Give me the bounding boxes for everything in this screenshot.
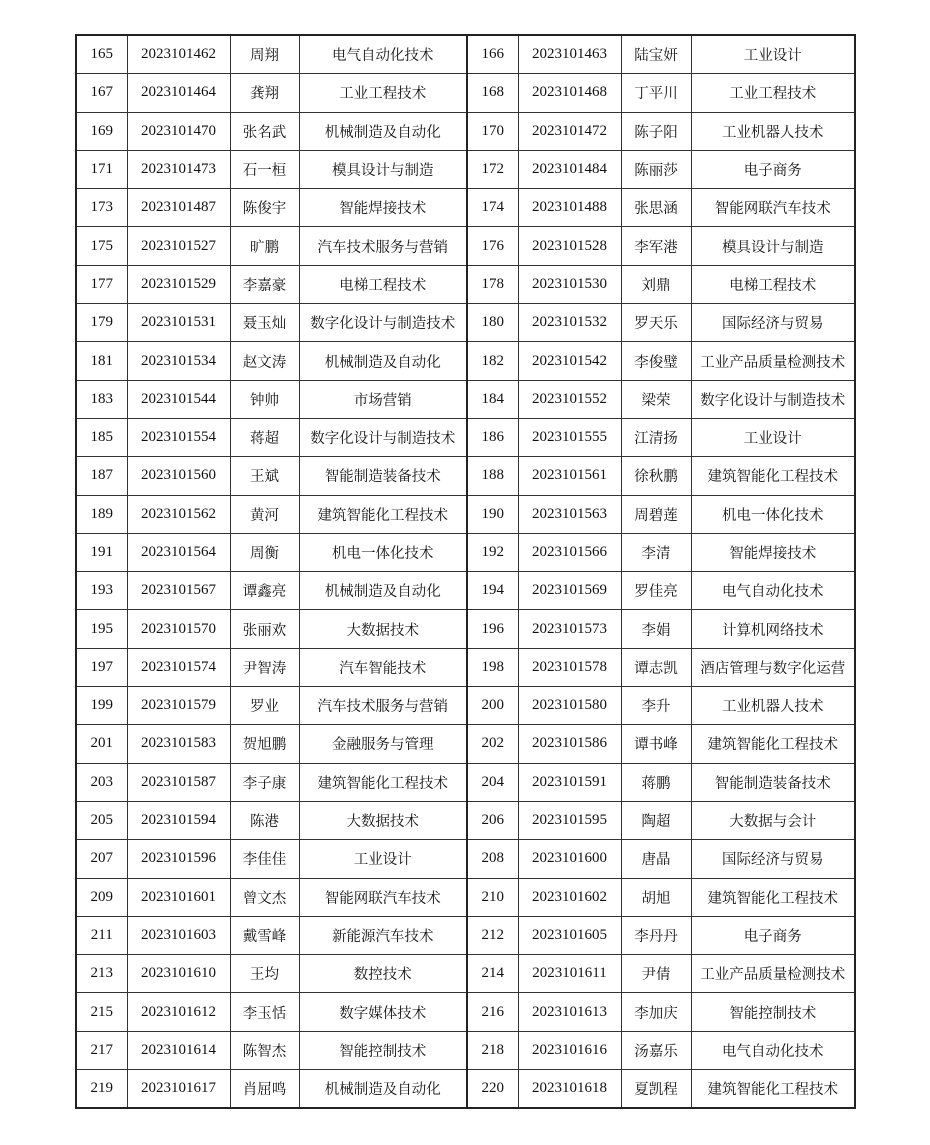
table-row <box>76 112 855 150</box>
student-name: 曾文杰 <box>230 878 299 916</box>
major-name: 机械制造及自动化 <box>299 1070 467 1109</box>
major-name: 新能源汽车技术 <box>299 916 467 954</box>
seq-number: 204 <box>467 763 518 801</box>
seq-number: 169 <box>76 112 127 150</box>
seq-number: 176 <box>467 227 518 265</box>
student-name: 李俊璧 <box>621 342 691 380</box>
major-name: 工业产品质量检测技术 <box>691 955 855 993</box>
table-row <box>76 725 855 763</box>
student-id: 2023101573 <box>518 610 621 648</box>
table-row <box>76 227 855 265</box>
seq-number: 215 <box>76 993 127 1031</box>
seq-number: 196 <box>467 610 518 648</box>
student-id: 2023101555 <box>518 418 621 456</box>
table-row <box>76 533 855 571</box>
major-name: 数控技术 <box>299 955 467 993</box>
student-id: 2023101564 <box>127 533 230 571</box>
major-name: 机电一体化技术 <box>299 533 467 571</box>
seq-number: 190 <box>467 495 518 533</box>
student-id: 2023101563 <box>518 495 621 533</box>
student-id: 2023101610 <box>127 955 230 993</box>
student-name: 聂玉灿 <box>230 304 299 342</box>
seq-number: 173 <box>76 189 127 227</box>
table-row <box>76 878 855 916</box>
seq-number: 180 <box>467 304 518 342</box>
student-name: 周衡 <box>230 533 299 571</box>
student-id: 2023101614 <box>127 1031 230 1069</box>
major-name: 酒店管理与数字化运营 <box>691 648 855 686</box>
major-name: 工业机器人技术 <box>691 112 855 150</box>
table-row <box>76 916 855 954</box>
student-name: 夏凯程 <box>621 1070 691 1109</box>
major-name: 数字化设计与制造技术 <box>691 380 855 418</box>
major-name: 电气自动化技术 <box>691 572 855 610</box>
major-name: 建筑智能化工程技术 <box>691 457 855 495</box>
student-roster-table <box>75 34 856 1109</box>
table-row <box>76 801 855 839</box>
major-name: 数字化设计与制造技术 <box>299 304 467 342</box>
seq-number: 206 <box>467 801 518 839</box>
table-row <box>76 189 855 227</box>
table-row <box>76 35 855 74</box>
seq-number: 214 <box>467 955 518 993</box>
student-id: 2023101602 <box>518 878 621 916</box>
table-row <box>76 418 855 456</box>
major-name: 工业产品质量检测技术 <box>691 342 855 380</box>
seq-number: 165 <box>76 35 127 74</box>
student-name: 李玉恬 <box>230 993 299 1031</box>
seq-number: 199 <box>76 687 127 725</box>
student-name: 王斌 <box>230 457 299 495</box>
student-id: 2023101605 <box>518 916 621 954</box>
student-id: 2023101587 <box>127 763 230 801</box>
major-name: 工业机器人技术 <box>691 687 855 725</box>
student-id: 2023101484 <box>518 150 621 188</box>
table-row <box>76 572 855 610</box>
student-id: 2023101470 <box>127 112 230 150</box>
student-name: 罗天乐 <box>621 304 691 342</box>
seq-number: 200 <box>467 687 518 725</box>
table-row <box>76 457 855 495</box>
student-name: 尹倩 <box>621 955 691 993</box>
seq-number: 209 <box>76 878 127 916</box>
student-name: 谭志凯 <box>621 648 691 686</box>
student-id: 2023101611 <box>518 955 621 993</box>
student-id: 2023101613 <box>518 993 621 1031</box>
student-name: 李子康 <box>230 763 299 801</box>
seq-number: 195 <box>76 610 127 648</box>
student-name: 陈丽莎 <box>621 150 691 188</box>
major-name: 计算机网络技术 <box>691 610 855 648</box>
seq-number: 175 <box>76 227 127 265</box>
major-name: 智能控制技术 <box>691 993 855 1031</box>
student-name: 赵文涛 <box>230 342 299 380</box>
student-name: 龚翔 <box>230 74 299 112</box>
table-row <box>76 955 855 993</box>
student-name: 罗业 <box>230 687 299 725</box>
student-name: 陈俊宇 <box>230 189 299 227</box>
student-id: 2023101601 <box>127 878 230 916</box>
student-id: 2023101618 <box>518 1070 621 1109</box>
seq-number: 184 <box>467 380 518 418</box>
major-name: 机械制造及自动化 <box>299 112 467 150</box>
student-name: 谭鑫亮 <box>230 572 299 610</box>
table-row <box>76 840 855 878</box>
student-id: 2023101570 <box>127 610 230 648</box>
seq-number: 205 <box>76 801 127 839</box>
student-id: 2023101574 <box>127 648 230 686</box>
seq-number: 168 <box>467 74 518 112</box>
major-name: 建筑智能化工程技术 <box>299 763 467 801</box>
student-name: 戴雪峰 <box>230 916 299 954</box>
table-row <box>76 74 855 112</box>
seq-number: 217 <box>76 1031 127 1069</box>
major-name: 工业设计 <box>691 35 855 74</box>
major-name: 汽车技术服务与营销 <box>299 227 467 265</box>
student-name: 蒋超 <box>230 418 299 456</box>
student-id: 2023101562 <box>127 495 230 533</box>
seq-number: 213 <box>76 955 127 993</box>
table-row <box>76 1031 855 1069</box>
student-id: 2023101612 <box>127 993 230 1031</box>
student-id: 2023101463 <box>518 35 621 74</box>
student-id: 2023101616 <box>518 1031 621 1069</box>
student-name: 蒋鹏 <box>621 763 691 801</box>
student-id: 2023101596 <box>127 840 230 878</box>
student-name: 陈子阳 <box>621 112 691 150</box>
major-name: 工业工程技术 <box>299 74 467 112</box>
major-name: 电梯工程技术 <box>299 265 467 303</box>
student-name: 尹智涛 <box>230 648 299 686</box>
student-id: 2023101603 <box>127 916 230 954</box>
major-name: 大数据与会计 <box>691 801 855 839</box>
seq-number: 198 <box>467 648 518 686</box>
student-id: 2023101530 <box>518 265 621 303</box>
student-id: 2023101528 <box>518 227 621 265</box>
student-id: 2023101468 <box>518 74 621 112</box>
major-name: 模具设计与制造 <box>299 150 467 188</box>
major-name: 机械制造及自动化 <box>299 342 467 380</box>
student-id: 2023101488 <box>518 189 621 227</box>
student-id: 2023101566 <box>518 533 621 571</box>
student-id: 2023101594 <box>127 801 230 839</box>
student-name: 梁荣 <box>621 380 691 418</box>
student-id: 2023101561 <box>518 457 621 495</box>
student-name: 陈港 <box>230 801 299 839</box>
student-name: 李佳佳 <box>230 840 299 878</box>
seq-number: 167 <box>76 74 127 112</box>
student-id: 2023101595 <box>518 801 621 839</box>
seq-number: 210 <box>467 878 518 916</box>
student-id: 2023101560 <box>127 457 230 495</box>
table-row <box>76 648 855 686</box>
student-id: 2023101579 <box>127 687 230 725</box>
student-id: 2023101534 <box>127 342 230 380</box>
seq-number: 181 <box>76 342 127 380</box>
student-name: 张名武 <box>230 112 299 150</box>
student-id: 2023101586 <box>518 725 621 763</box>
seq-number: 179 <box>76 304 127 342</box>
student-id: 2023101529 <box>127 265 230 303</box>
table-row <box>76 265 855 303</box>
student-name: 李嘉豪 <box>230 265 299 303</box>
seq-number: 192 <box>467 533 518 571</box>
student-name: 黄河 <box>230 495 299 533</box>
table-row <box>76 993 855 1031</box>
student-name: 汤嘉乐 <box>621 1031 691 1069</box>
major-name: 电梯工程技术 <box>691 265 855 303</box>
major-name: 数字化设计与制造技术 <box>299 418 467 456</box>
seq-number: 188 <box>467 457 518 495</box>
major-name: 电子商务 <box>691 150 855 188</box>
student-name: 江清扬 <box>621 418 691 456</box>
student-name: 钟帅 <box>230 380 299 418</box>
seq-number: 178 <box>467 265 518 303</box>
table-row <box>76 1070 855 1109</box>
seq-number: 172 <box>467 150 518 188</box>
student-id: 2023101473 <box>127 150 230 188</box>
student-name: 陶超 <box>621 801 691 839</box>
major-name: 建筑智能化工程技术 <box>691 725 855 763</box>
major-name: 智能网联汽车技术 <box>691 189 855 227</box>
student-id: 2023101569 <box>518 572 621 610</box>
student-name: 陈智杰 <box>230 1031 299 1069</box>
major-name: 电气自动化技术 <box>691 1031 855 1069</box>
major-name: 智能制造装备技术 <box>691 763 855 801</box>
student-name: 周碧莲 <box>621 495 691 533</box>
student-id: 2023101567 <box>127 572 230 610</box>
seq-number: 216 <box>467 993 518 1031</box>
student-id: 2023101532 <box>518 304 621 342</box>
seq-number: 193 <box>76 572 127 610</box>
seq-number: 183 <box>76 380 127 418</box>
major-name: 智能焊接技术 <box>299 189 467 227</box>
student-name: 张丽欢 <box>230 610 299 648</box>
seq-number: 182 <box>467 342 518 380</box>
student-name: 李娟 <box>621 610 691 648</box>
student-name: 李清 <box>621 533 691 571</box>
student-id: 2023101462 <box>127 35 230 74</box>
major-name: 建筑智能化工程技术 <box>691 1070 855 1109</box>
major-name: 电气自动化技术 <box>299 35 467 74</box>
major-name: 国际经济与贸易 <box>691 304 855 342</box>
table-row <box>76 150 855 188</box>
seq-number: 186 <box>467 418 518 456</box>
major-name: 机械制造及自动化 <box>299 572 467 610</box>
student-id: 2023101617 <box>127 1070 230 1109</box>
seq-number: 171 <box>76 150 127 188</box>
seq-number: 202 <box>467 725 518 763</box>
student-id: 2023101527 <box>127 227 230 265</box>
major-name: 工业工程技术 <box>691 74 855 112</box>
student-id: 2023101472 <box>518 112 621 150</box>
table-row <box>76 687 855 725</box>
student-name: 刘鼎 <box>621 265 691 303</box>
student-name: 张思涵 <box>621 189 691 227</box>
student-name: 谭书峰 <box>621 725 691 763</box>
student-id: 2023101464 <box>127 74 230 112</box>
seq-number: 177 <box>76 265 127 303</box>
student-id: 2023101580 <box>518 687 621 725</box>
student-id: 2023101487 <box>127 189 230 227</box>
student-id: 2023101544 <box>127 380 230 418</box>
student-name: 丁平川 <box>621 74 691 112</box>
seq-number: 220 <box>467 1070 518 1109</box>
seq-number: 187 <box>76 457 127 495</box>
major-name: 大数据技术 <box>299 610 467 648</box>
major-name: 汽车技术服务与营销 <box>299 687 467 725</box>
seq-number: 166 <box>467 35 518 74</box>
major-name: 汽车智能技术 <box>299 648 467 686</box>
table-row <box>76 304 855 342</box>
seq-number: 185 <box>76 418 127 456</box>
student-name: 李丹丹 <box>621 916 691 954</box>
student-id: 2023101542 <box>518 342 621 380</box>
table-row <box>76 495 855 533</box>
seq-number: 194 <box>467 572 518 610</box>
major-name: 工业设计 <box>299 840 467 878</box>
major-name: 建筑智能化工程技术 <box>691 878 855 916</box>
table-row <box>76 763 855 801</box>
major-name: 智能控制技术 <box>299 1031 467 1069</box>
student-name: 贺旭鹏 <box>230 725 299 763</box>
student-name: 陆宝妍 <box>621 35 691 74</box>
table-row <box>76 342 855 380</box>
seq-number: 170 <box>467 112 518 150</box>
major-name: 数字媒体技术 <box>299 993 467 1031</box>
student-name: 旷鹏 <box>230 227 299 265</box>
student-id: 2023101552 <box>518 380 621 418</box>
major-name: 建筑智能化工程技术 <box>299 495 467 533</box>
major-name: 市场营销 <box>299 380 467 418</box>
seq-number: 203 <box>76 763 127 801</box>
student-name: 胡旭 <box>621 878 691 916</box>
major-name: 大数据技术 <box>299 801 467 839</box>
student-id: 2023101554 <box>127 418 230 456</box>
table-row <box>76 380 855 418</box>
student-name: 周翔 <box>230 35 299 74</box>
major-name: 智能网联汽车技术 <box>299 878 467 916</box>
seq-number: 191 <box>76 533 127 571</box>
major-name: 国际经济与贸易 <box>691 840 855 878</box>
student-id: 2023101531 <box>127 304 230 342</box>
student-name: 王均 <box>230 955 299 993</box>
student-id: 2023101600 <box>518 840 621 878</box>
seq-number: 174 <box>467 189 518 227</box>
major-name: 模具设计与制造 <box>691 227 855 265</box>
seq-number: 218 <box>467 1031 518 1069</box>
student-name: 徐秋鹏 <box>621 457 691 495</box>
student-id: 2023101591 <box>518 763 621 801</box>
student-name: 李加庆 <box>621 993 691 1031</box>
major-name: 电子商务 <box>691 916 855 954</box>
seq-number: 201 <box>76 725 127 763</box>
student-name: 肖屈鸣 <box>230 1070 299 1109</box>
major-name: 智能制造装备技术 <box>299 457 467 495</box>
student-id: 2023101578 <box>518 648 621 686</box>
student-name: 罗佳亮 <box>621 572 691 610</box>
table-row <box>76 610 855 648</box>
seq-number: 211 <box>76 916 127 954</box>
student-name: 李军港 <box>621 227 691 265</box>
seq-number: 189 <box>76 495 127 533</box>
roster-body <box>76 35 855 1108</box>
student-name: 石一桓 <box>230 150 299 188</box>
student-id: 2023101583 <box>127 725 230 763</box>
seq-number: 219 <box>76 1070 127 1109</box>
seq-number: 212 <box>467 916 518 954</box>
student-name: 李升 <box>621 687 691 725</box>
seq-number: 208 <box>467 840 518 878</box>
student-name: 唐晶 <box>621 840 691 878</box>
major-name: 机电一体化技术 <box>691 495 855 533</box>
major-name: 金融服务与管理 <box>299 725 467 763</box>
major-name: 工业设计 <box>691 418 855 456</box>
major-name: 智能焊接技术 <box>691 533 855 571</box>
seq-number: 197 <box>76 648 127 686</box>
seq-number: 207 <box>76 840 127 878</box>
